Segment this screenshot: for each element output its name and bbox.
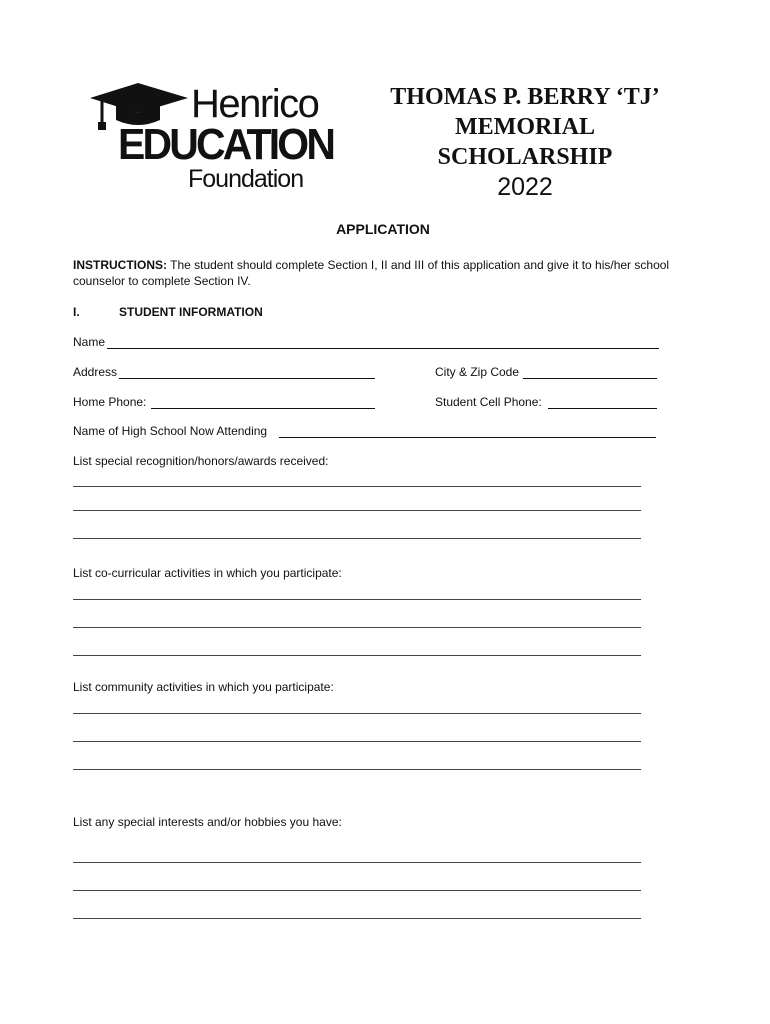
cell-phone-field[interactable] xyxy=(548,394,657,409)
title-line-1: THOMAS P. BERRY ‘TJ’ xyxy=(390,84,660,110)
home-phone-field[interactable] xyxy=(151,394,375,409)
cocurricular-line-3[interactable] xyxy=(73,655,641,656)
title-year: 2022 xyxy=(497,173,553,201)
community-line-1[interactable] xyxy=(73,713,641,714)
title-line-2: MEMORIAL xyxy=(455,114,595,140)
city-zip-label: City & Zip Code xyxy=(435,365,520,379)
home-phone-label: Home Phone: xyxy=(73,395,147,409)
application-heading: APPLICATION xyxy=(336,221,430,237)
address-field[interactable] xyxy=(119,364,375,379)
logo-education: EDUCATION xyxy=(118,120,334,169)
city-zip-field[interactable] xyxy=(523,364,657,379)
logo-foundation: Foundation xyxy=(188,165,304,193)
honors-line-2[interactable] xyxy=(73,510,641,511)
cocurricular-prompt: List co-curricular activities in which you participate: xyxy=(73,566,342,580)
high-school-label: Name of High School Now Attending xyxy=(73,424,268,438)
community-line-2[interactable] xyxy=(73,741,641,742)
interests-prompt: List any special interests and/or hobbies you have: xyxy=(73,815,342,829)
interests-line-1[interactable] xyxy=(73,862,641,863)
cocurricular-line-1[interactable] xyxy=(73,599,641,600)
high-school-field[interactable] xyxy=(279,423,656,438)
honors-line-3[interactable] xyxy=(73,538,641,539)
interests-line-2[interactable] xyxy=(73,890,641,891)
instructions-text: The student should complete Section I, II and III of this application and give it to his/her school counselor to complete Section IV. xyxy=(73,258,670,288)
cell-phone-label: Student Cell Phone: xyxy=(435,395,542,409)
title-line-3: SCHOLARSHIP xyxy=(437,144,613,170)
henrico-education-foundation-logo xyxy=(88,80,334,193)
section-number: I. xyxy=(73,305,80,319)
instructions-lead: INSTRUCTIONS: xyxy=(73,258,167,272)
logo-henrico: Henrico xyxy=(191,82,319,126)
honors-line-1[interactable] xyxy=(73,486,641,487)
community-prompt: List community activities in which you participate: xyxy=(73,680,334,694)
interests-line-3[interactable] xyxy=(73,918,641,919)
address-label: Address xyxy=(73,365,118,379)
name-field[interactable] xyxy=(107,334,659,349)
name-label: Name xyxy=(73,335,106,349)
section-title: STUDENT INFORMATION xyxy=(119,305,263,319)
community-line-3[interactable] xyxy=(73,769,641,770)
instructions xyxy=(73,257,673,289)
cocurricular-line-2[interactable] xyxy=(73,627,641,628)
honors-prompt: List special recognition/honors/awards received: xyxy=(73,454,329,468)
scholarship-title xyxy=(360,82,690,202)
